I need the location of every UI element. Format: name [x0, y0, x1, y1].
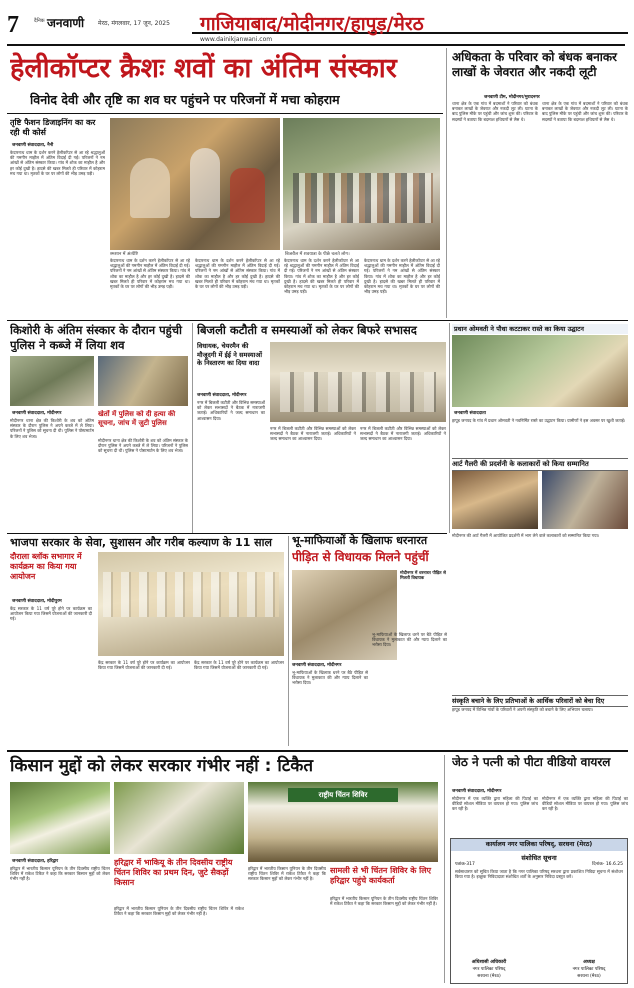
bjp-photo: [98, 552, 284, 656]
section-title: गाजियाबाद/मोदीनगर/हापुड़/मेरठ: [200, 13, 424, 35]
pradhan-byline: जनवाणी संवाददाता: [454, 411, 486, 416]
kisan-byline: जनवाणी संवाददाता, हरिद्वार: [12, 859, 59, 864]
bijli-body-col1: नगर में बिजली कटौती और विभिन्न समस्याओं को लेकर सभासदों ने बैठक में नाराजगी जताई। अधिकारियों ने जल्द समाधान का आश्वासन दिया।: [197, 400, 265, 421]
kishori-byline: जनवाणी संवाददाता, मोदीनगर: [12, 411, 62, 416]
pradhan-photo: [452, 335, 628, 407]
bijli-byline: जनवाणी संवाददाता, मोदीनगर: [197, 393, 247, 398]
lead-headline: हेलीकॉप्टर क्रैशः शवों का अंतिम संस्कार: [10, 53, 397, 84]
lead-caption-1: श्मशान में अंत्येष्टि: [110, 252, 139, 257]
jeth-byline: जनवाणी संवाददाता, मोदीनगर: [452, 789, 502, 794]
notice-body: सर्वसाधारण को सूचित किया जाता है कि नगर पालिका परिषद् सरधना द्वारा प्रकाशित निविदा सूचना में संशोधन किया गया है। इच्छुक निविदादाता संशोधित शर्तों के अनुसार निविदा प्रस्तुत करें।: [455, 869, 623, 880]
notice-left-place: सरधना (मेरठ): [477, 974, 501, 979]
lead-sidebar-title: तृष्टि फैशन डिजाइनिंग का कर रही थी कोर्स: [10, 118, 96, 137]
paper-prefix: दैनिक: [34, 18, 45, 24]
lead-body-col2: केदारनाथ धाम के दर्शन करने हेलीकॉप्टर से आ रहे श्रद्धालुओं की गमगीन माहौल में अंतिम विदाई दी गई। परिजनों ने नम आंखों से अंतिम संस्कार किया। गांव में शोक का माहौल है और हर कोई दुखी है। हादसे की खबर मिलते ही परिवार में कोहराम मच गया था। मृतकों के घर पर लोगों की भीड़ उमड़ पड़ी।: [110, 258, 190, 290]
kisan-subheadline-2: सामली से भी चिंतन शिविर के लिए हरिद्वार पहुंचे कार्यकर्ता: [330, 866, 432, 885]
notice-right-place: सरधना (मेरठ): [577, 974, 601, 979]
bjp-body-col3: केंद्र सरकार के 11 वर्ष पूरे होने पर कार्यक्रम का आयोजन किया गया जिसमें योजनाओं की जानकारी दी गई।: [194, 660, 284, 671]
kisan-banner: राष्ट्रीय चिंतन शिविर: [288, 788, 398, 802]
bhu-body-col2: भू-माफियाओं के खिलाफ धरने पर बैठे पीड़ित से विधायक ने मुलाकात की और न्याय दिलाने का भरोसा दिया।: [372, 632, 447, 648]
lead-body-col3: केदारनाथ धाम के दर्शन करने हेलीकॉप्टर से आ रहे श्रद्धालुओं की गमगीन माहौल में अंतिम विदाई दी गई। परिजनों ने नम आंखों से अंतिम संस्कार किया। गांव में शोक का माहौल है और हर कोई दुखी है। हादसे की खबर मिलते ही परिवार में कोहराम मच गया था। मृतकों के घर पर लोगों की भीड़ उमड़ पड़ी।: [195, 258, 280, 290]
jeth-body-col2: मोदीनगर में एक व्यक्ति द्वारा महिला की पिटाई का वीडियो सोशल मीडिया पर वायरल हो गया। पुलिस जांच कर रही है।: [542, 796, 628, 812]
bijli-body-col2: नगर में बिजली कटौती और विभिन्न समस्याओं को लेकर सभासदों ने बैठक में नाराजगी जताई। अधिकारियों ने जल्द समाधान का आश्वासन दिया।: [270, 426, 356, 442]
bjp-body-col2: केंद्र सरकार के 11 वर्ष पूरे होने पर कार्यक्रम का आयोजन किया गया जिसमें योजनाओं की जानकारी दी गई।: [98, 660, 190, 671]
lead-caption-2: बिजरौल में शवयात्रा के पीछे चलते लोग।: [285, 252, 350, 257]
notice-right-sub: नगर पालिका परिषद्: [572, 967, 606, 972]
right-mid-body: हापुड़ जनपद में विभिन्न गांवों के परिवारों ने अपनी संस्कृति को बचाने के लिए अभियान चलाया।: [452, 707, 594, 712]
bjp-body-col1: केंद्र सरकार के 11 वर्ष पूरे होने पर कार्यक्रम का आयोजन किया गया जिसमें योजनाओं की जानकारी दी गई।: [10, 606, 92, 622]
section-title-banner: [192, 10, 628, 34]
kisan-photo-1: [10, 782, 110, 854]
notice-title: संशोधित सूचना: [521, 854, 557, 862]
jeth-body-col1: मोदीनगर में एक व्यक्ति द्वारा महिला की पिटाई का वीडियो सोशल मीडिया पर वायरल हो गया। पुलिस जांच कर रही है।: [452, 796, 538, 812]
bhu-caption: मोदीनगर में धरनारत पीड़ित से मिलती विधायक: [400, 570, 446, 581]
notice-left-sign: अधिशासी अधिकारी: [471, 960, 507, 965]
bjp-subheadline: दौराला ब्लॉक सभागार में कार्यक्रम का किया गया आयोजन: [10, 552, 82, 581]
jeth-headline: जेठ ने पत्नी को पीटा वीडियो वायरल: [452, 755, 611, 769]
notice-left-sub: नगर पालिका परिषद्: [472, 967, 506, 972]
notice-right-sign: अध्यक्ष: [583, 960, 595, 965]
bhu-body-col1: भू-माफियाओं के खिलाफ धरने पर बैठे पीड़ित से विधायक ने मुलाकात की और न्याय दिलाने का भरोसा दिया।: [292, 670, 368, 686]
notice-dinank: दिनांक- 16.6.25: [592, 862, 623, 867]
bijli-body-col3: नगर में बिजली कटौती और विभिन्न समस्याओं को लेकर सभासदों ने बैठक में नाराजगी जताई। अधिकारियों ने जल्द समाधान का आश्वासन दिया।: [360, 426, 446, 442]
kishori-body-col1: मोदीनगर थाना क्षेत्र की किशोरी के शव को अंतिम संस्कार के दौरान पुलिस ने अपने कब्जे में ले लिया। परिजनों ने पुलिस को सूचना दी थी। पुलिस ने पोस्टमार्टम के लिए शव भेजा।: [10, 418, 94, 439]
lead-body-col4: केदारनाथ धाम के दर्शन करने हेलीकॉप्टर से आ रहे श्रद्धालुओं की गमगीन माहौल में अंतिम विदाई दी गई। परिजनों ने नम आंखों से अंतिम संस्कार किया। गांव में शोक का माहौल है और हर कोई दुखी है। हादसे की खबर मिलते ही परिवार में कोहराम मच गया था। मृतकों के घर पर लोगों की भीड़ उमड़ पड़ी।: [284, 258, 359, 295]
bhu-headline-a: भू-माफियाओं के खिलाफ धरनारत: [292, 534, 428, 547]
kisan-subheadline-1: हरिद्वार में भाकियू के तीन दिवसीय राष्ट्रीय चिंतन शिविर का प्रथम दिन, जुटे सैकड़ों किसान: [114, 858, 233, 887]
lead-subheadline: विनोद देवी और तृष्टि का शव घर पहुंचने पर परिजनों में मचा कोहराम: [30, 92, 340, 107]
art-photo-1: [452, 471, 538, 529]
dateline: मेरठ, मंगलवार, 17 जून, 2025: [98, 20, 170, 27]
kishori-photo-2: [98, 356, 188, 406]
bijli-subheadline: विधायक, चेयरमैन की मौजूदगी में ईई ने समस्याओं के निस्तारण का दिया वादा: [197, 342, 263, 367]
right-mid-body-top: मोदीनगर की आर्ट गैलरी में आयोजित प्रदर्शनी में भाग लेने वाले कलाकारों को सम्मानित किया गया।: [452, 533, 600, 538]
kishori-photo: [10, 356, 94, 406]
right-mid-headline: संस्कृति बचाने के लिए प्रतिभाओं के आर्थिक परिवारों को बेचा दिए: [452, 695, 628, 707]
bijli-headline: बिजली कटौती व समस्याओं को लेकर बिफरे सभासद: [197, 323, 417, 337]
lead-body-col5: केदारनाथ धाम के दर्शन करने हेलीकॉप्टर से आ रहे श्रद्धालुओं की गमगीन माहौल में अंतिम विदाई दी गई। परिजनों ने नम आंखों से अंतिम संस्कार किया। गांव में शोक का माहौल है और हर कोई दुखी है। हादसे की खबर मिलते ही परिवार में कोहराम मच गया था। मृतकों के घर पर लोगों की भीड़ उमड़ पड़ी।: [364, 258, 440, 295]
lead-photo-procession: [283, 118, 440, 250]
kisan-photo-3: [248, 782, 438, 862]
bijli-photo: [270, 342, 446, 422]
art-photo-2: [542, 471, 628, 529]
notice-box: [450, 838, 628, 984]
lead-byline: जनवाणी संवाददाता, नैनी: [12, 143, 54, 148]
bhu-byline: जनवाणी संवाददाता, मोदीनगर: [292, 663, 342, 668]
pradhan-body: हापुड़ जनपद के गांव में प्रधान ओमवती ने नवनिर्मित रास्ते का उद्घाटन किया। ग्रामीणों ने इस अवसर पर खुशी जताई।: [452, 418, 626, 423]
notice-office: कार्यालय नगर पालिका परिषद्, सरधना (मेरठ): [451, 839, 627, 851]
kisan-body-col2: हरिद्वार में भारतीय किसान यूनियन के तीन दिवसीय राष्ट्रीय चिंतन शिविर में राकेश टिकैत ने कहा कि सरकार किसान मुद्दों को लेकर गंभीर नहीं है।: [114, 906, 244, 917]
kisan-body-col3: हरिद्वार में भारतीय किसान यूनियन के तीन दिवसीय राष्ट्रीय चिंतन शिविर में राकेश टिकैत ने कहा कि सरकार किसान मुद्दों को लेकर गंभीर नहीं है।: [248, 866, 326, 882]
kisan-body-col4: हरिद्वार में भारतीय किसान यूनियन के तीन दिवसीय राष्ट्रीय चिंतन शिविर में राकेश टिकैत ने कहा कि सरकार किसान मुद्दों को लेकर गंभीर नहीं है।: [330, 896, 438, 907]
right-top-byline: जनवाणी टीम, मोदीनगर/मुरादनगर: [484, 95, 540, 100]
paper-name: जनवाणी: [47, 16, 85, 30]
right-top-body-col2: थाना क्षेत्र के एक गांव में बदमाशों ने परिवार को बंधक बनाकर लाखों के जेवरात और नकदी लूट ली। घटना के बाद पुलिस मौके पर पहुंची और जांच शुरू की। परिवार के सदस्यों ने बताया कि बदमाश हथियारों से लैस थे।: [542, 101, 628, 122]
lead-body: केदारनाथ धाम के दर्शन करने हेलीकॉप्टर से आ रहे श्रद्धालुओं की गमगीन माहौल में अंतिम विदाई दी गई। परिजनों ने नम आंखों से अंतिम संस्कार किया। गांव में शोक का माहौल है और हर कोई दुखी है। हादसे की खबर मिलते ही परिवार में कोहराम मच गया था। मृतकों के घर पर लोगों की भीड़ उमड़ पड़ी।: [10, 150, 105, 176]
kishori-headline: किशोरी के अंतिम संस्कार के दौरान पहुंची पुलिस ने कब्जे में लिया शव: [10, 323, 183, 352]
art-headline: आर्ट गैलरी की प्रदर्शनी के कलाकारों को किया सम्मानित: [452, 458, 628, 471]
kishori-body-col2: मोदीनगर थाना क्षेत्र की किशोरी के शव को अंतिम संस्कार के दौरान पुलिस ने अपने कब्जे में ले लिया। परिजनों ने पुलिस को सूचना दी थी। पुलिस ने पोस्टमार्टम के लिए शव भेजा।: [98, 438, 188, 454]
kishori-subheadline: खेतों में पुलिस को दी हत्या की सूचना, जांच में जुटी पुलिस: [98, 410, 176, 427]
right-top-body-col1: थाना क्षेत्र के एक गांव में बदमाशों ने परिवार को बंधक बनाकर लाखों के जेवरात और नकदी लूट ली। घटना के बाद पुलिस मौके पर पहुंची और जांच शुरू की। परिवार के सदस्यों ने बताया कि बदमाश हथियारों से लैस थे।: [452, 101, 538, 122]
website: www.dainikjanwani.com: [200, 36, 273, 43]
right-top-headline: अधिकता के परिवार को बंधक बनाकर लाखों के जेवरात और नकदी लूटी: [452, 50, 617, 79]
kisan-photo-2: [114, 782, 244, 854]
lead-photo-cremation: [110, 118, 280, 250]
bjp-headline: भाजपा सरकार के सेवा, सुशासन और गरीब कल्याण के 11 साल: [10, 536, 272, 549]
notice-patrank: पत्रांक-317: [455, 862, 475, 867]
kisan-headline: किसान मुद्दों को लेकर सरकार गंभीर नहीं : टिकैत: [10, 756, 314, 776]
page-number: 7: [7, 12, 19, 38]
bjp-byline: जनवाणी संवाददाता, मोदीपुरम: [12, 599, 62, 604]
kisan-body-col1: हरिद्वार में भारतीय किसान यूनियन के तीन दिवसीय राष्ट्रीय चिंतन शिविर में राकेश टिकैत ने कहा कि सरकार किसान मुद्दों को लेकर गंभीर नहीं है।: [10, 866, 110, 882]
pradhan-headline: प्रधान ओमवती ने पौधा कटटाकर रास्ते का किया उद्घाटन: [452, 324, 628, 334]
bhu-headline-b: पीड़ित से विधायक मिलने पहुंचीं: [292, 550, 429, 564]
